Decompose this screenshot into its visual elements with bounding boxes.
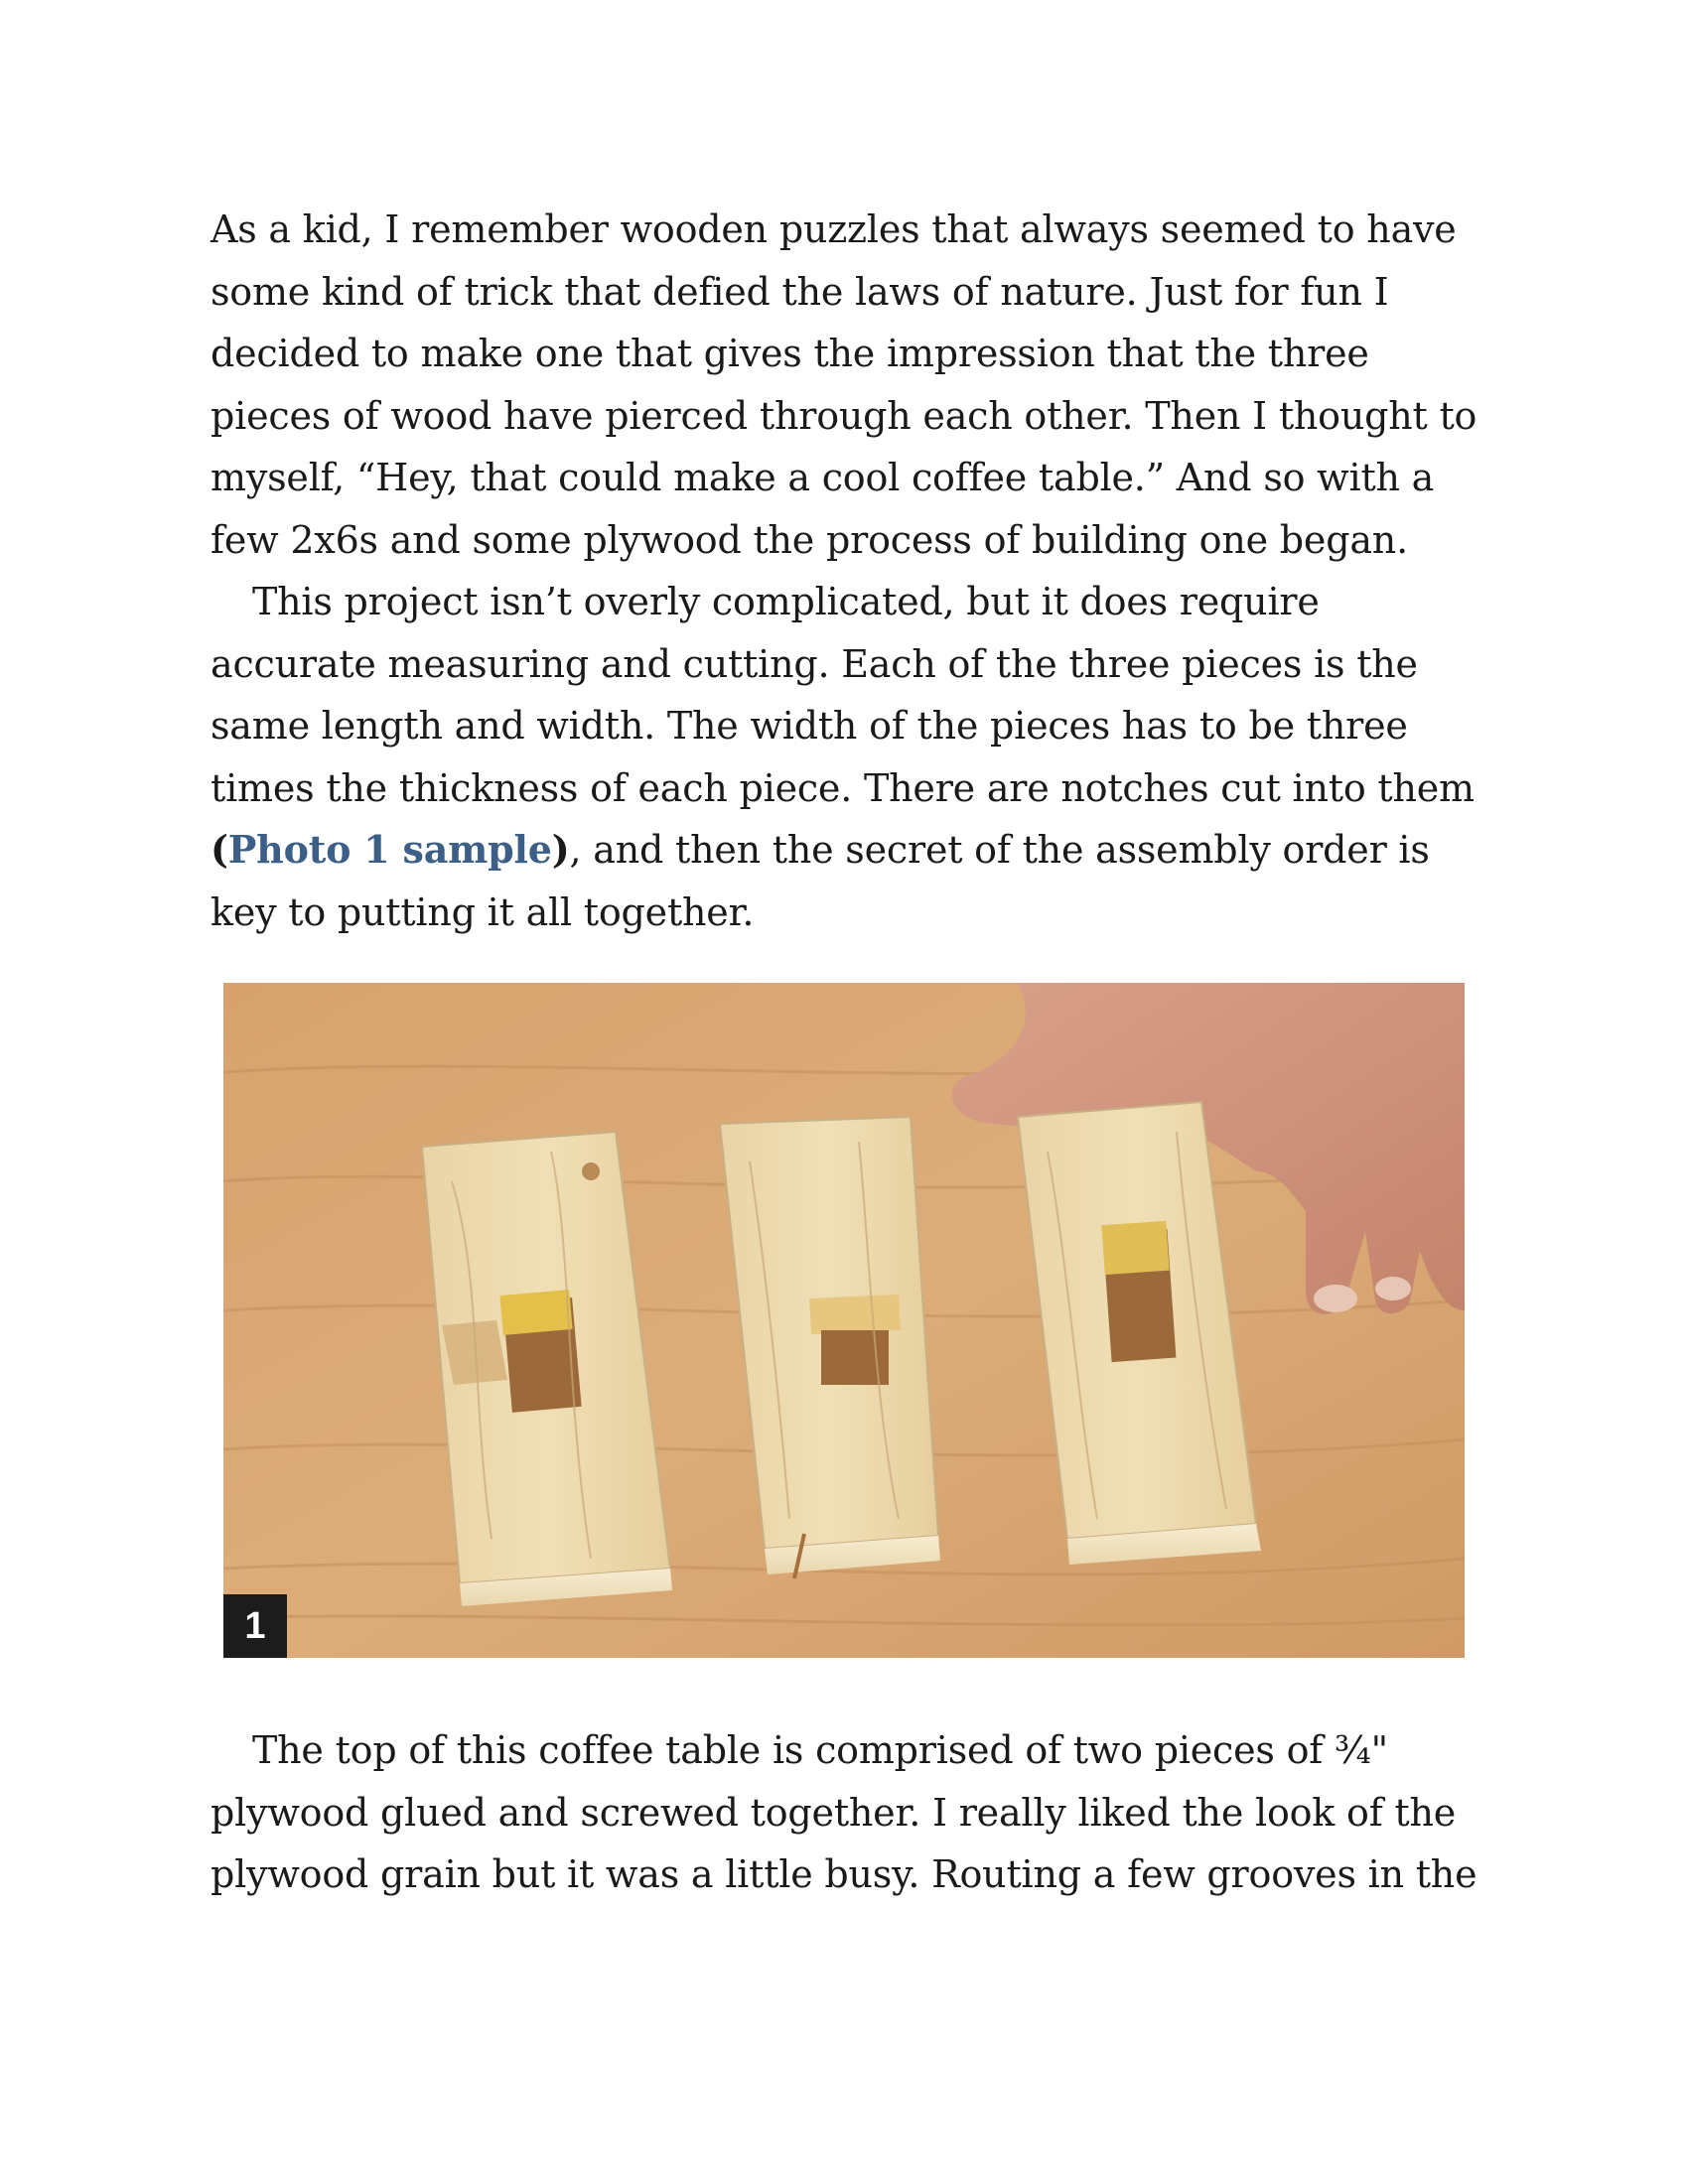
paragraph-tabletop: The top of this coffee table is comprised of two pieces of ¾" plywood glued and screwed together. I really liked the look of the plywood grain but it was a little busy. Routing a few grooves in the bbox=[211, 1728, 1477, 1896]
paragraph-text: This project isn’t overly complicated, but it does require accurate measuring and cutting. Each of the three pieces is the same length and width. The width of the pieces has to be three times the thickness of each piece. There are notches cut into them bbox=[211, 580, 1475, 810]
photo-number-badge: 1 bbox=[223, 1594, 287, 1658]
wood-puzzle-photo bbox=[223, 983, 1465, 1658]
article-body-continued bbox=[211, 1719, 1491, 1906]
article-body bbox=[211, 199, 1491, 943]
photo-1 bbox=[223, 983, 1465, 1658]
close-paren: ) bbox=[551, 827, 570, 872]
open-paren: ( bbox=[211, 827, 228, 872]
paragraph-project-details bbox=[211, 571, 1491, 943]
paragraph-intro: As a kid, I remember wooden puzzles that always seemed to have some kind of trick that defied the laws of nature. Just for fun I decided to make one that gives the impression that the three pieces of wood have pierced through each other. Then I thought to myself, “Hey, that could make a cool coffee table.” And so with a few 2x6s and some plywood the process of building one began. bbox=[211, 207, 1477, 562]
photo-reference-link[interactable]: Photo 1 sample bbox=[227, 827, 552, 872]
paragraph-text-end: , and then the secret of the assembly order is key to putting it all together. bbox=[211, 828, 1430, 934]
